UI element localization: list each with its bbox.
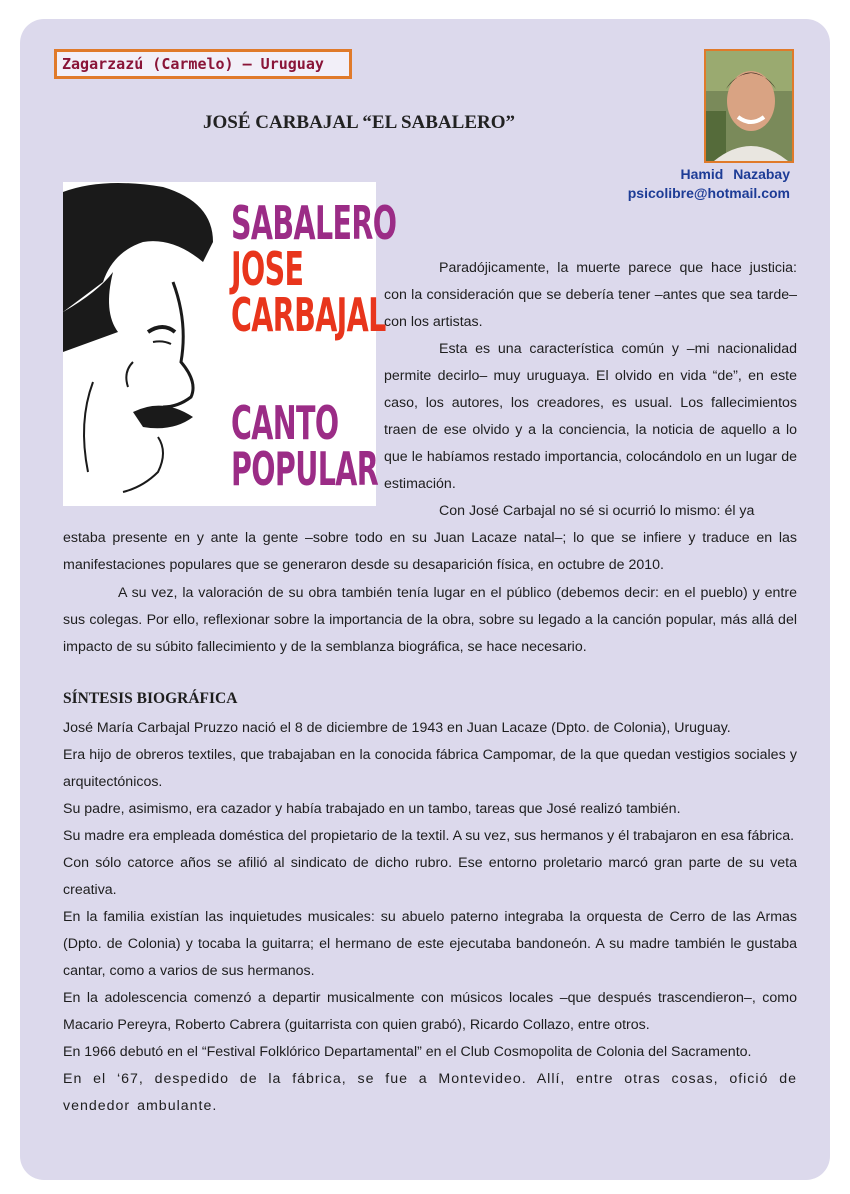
bio-paragraph: Su padre, asimismo, era cazador y había trabajado en un tambo, tareas que José realizó también. bbox=[63, 801, 681, 817]
intro-paragraph-2: Esta es una característica común y –mi nacionalidad permite decirlo– muy uruguaya. El olvido en vida “de”, en este caso, los autores, los creadores, es usual. Los fallecimientos traen de ese olvido y a la conciencia, la noticia de aquello a lo que le habíamos restado importancia, colocándolo en un lugar de estimación. bbox=[384, 341, 797, 492]
intro-paragraph-3-first-line: Con José Carbajal no sé si ocurrió lo mismo: él ya bbox=[439, 503, 755, 519]
author-email[interactable]: psicolibre@hotmail.com bbox=[627, 185, 790, 201]
author-name: Hamid Nazabay bbox=[680, 166, 790, 182]
cover-title-carbajal: CARBAJAL bbox=[231, 288, 386, 342]
section-heading-bio: SÍNTESIS BIOGRÁFICA bbox=[63, 690, 238, 707]
cover-title-popular: POPULAR bbox=[231, 442, 379, 496]
bio-paragraph: Su madre era empleada doméstica del propietario de la textil. A su vez, sus hermanos y él trabajaron en esa fábrica. bbox=[63, 828, 795, 844]
intro-paragraph-4: A su vez, la valoración de su obra también tenía lugar en el público (debemos decir: en el pueblo) y entre sus colegas. Por ello, reflexionar sobre la importancia de la obra, sobre su legado a la canción popular, más allá del impacto de su súbito fallecimiento y de la semblanza biográfica, se hace necesario. bbox=[63, 585, 797, 655]
cover-title-jose: JOSE bbox=[231, 242, 304, 296]
bio-paragraph: José María Carbajal Pruzzo nació el 8 de diciembre de 1943 en Juan Lacaze (Dpto. de Colonia), Uruguay. bbox=[63, 720, 731, 736]
bio-paragraph: En la adolescencia comenzó a departir musicalmente con músicos locales –que después trascendieron–, como Macario Pereyra, Roberto Cabrera (guitarrista con quien grabó), Ricardo Collazo, entre otros. bbox=[63, 990, 797, 1033]
intro-paragraph-3 bbox=[63, 498, 797, 579]
bio-paragraph: Era hijo de obreros textiles, que trabajaban en la conocida fábrica Campomar, de la que quedan vestigios sociales y arquitectónicos. bbox=[63, 747, 797, 790]
bio-paragraph: Con sólo catorce años se afilió al sindicato de dicho rubro. Ese entorno proletario marcó gran parte de su veta creativa. bbox=[63, 855, 797, 898]
intro-paragraph-3-rest: estaba presente en y ante la gente –sobre todo en su Juan Lacaze natal–; lo que se infiere y traduce en las manifestaciones populares que se generaron desde su desaparición física, en octubre de 2010. bbox=[63, 530, 797, 573]
album-cover bbox=[63, 182, 397, 506]
location-tag: Zagarzazú (Carmelo) – Uruguay bbox=[54, 49, 352, 79]
bio-paragraph: En 1966 debutó en el “Festival Folklórico Departamental” en el Club Cosmopolita de Colonia del Sacramento. bbox=[63, 1044, 752, 1060]
bio-section bbox=[63, 715, 797, 1120]
intro-paragraph-1: Paradójicamente, la muerte parece que hace justicia: con la consideración que se debería tener –antes que sea tarde– con los artistas. bbox=[384, 260, 797, 330]
bio-paragraph: En la familia existían las inquietudes musicales: su abuelo paterno integraba la orquesta de Cerro de las Armas (Dpto. de Colonia) y tocaba la guitarra; el hermano de este ejecutaba bandoneón. A su madre también le gustaba cantar, como a varios de sus hermanos. bbox=[63, 909, 797, 979]
bio-paragraph: En el ‘67, despedido de la fábrica, se fue a Montevideo. Allí, entre otras cosas, ofició de vendedor ambulante. bbox=[63, 1071, 797, 1114]
cover-title-canto: CANTO bbox=[231, 396, 339, 450]
cover-title-sabalero: SABALERO bbox=[231, 196, 397, 250]
author-photo bbox=[704, 49, 794, 163]
article-title: JOSÉ CARBAJAL “EL SABALERO” bbox=[203, 112, 515, 133]
